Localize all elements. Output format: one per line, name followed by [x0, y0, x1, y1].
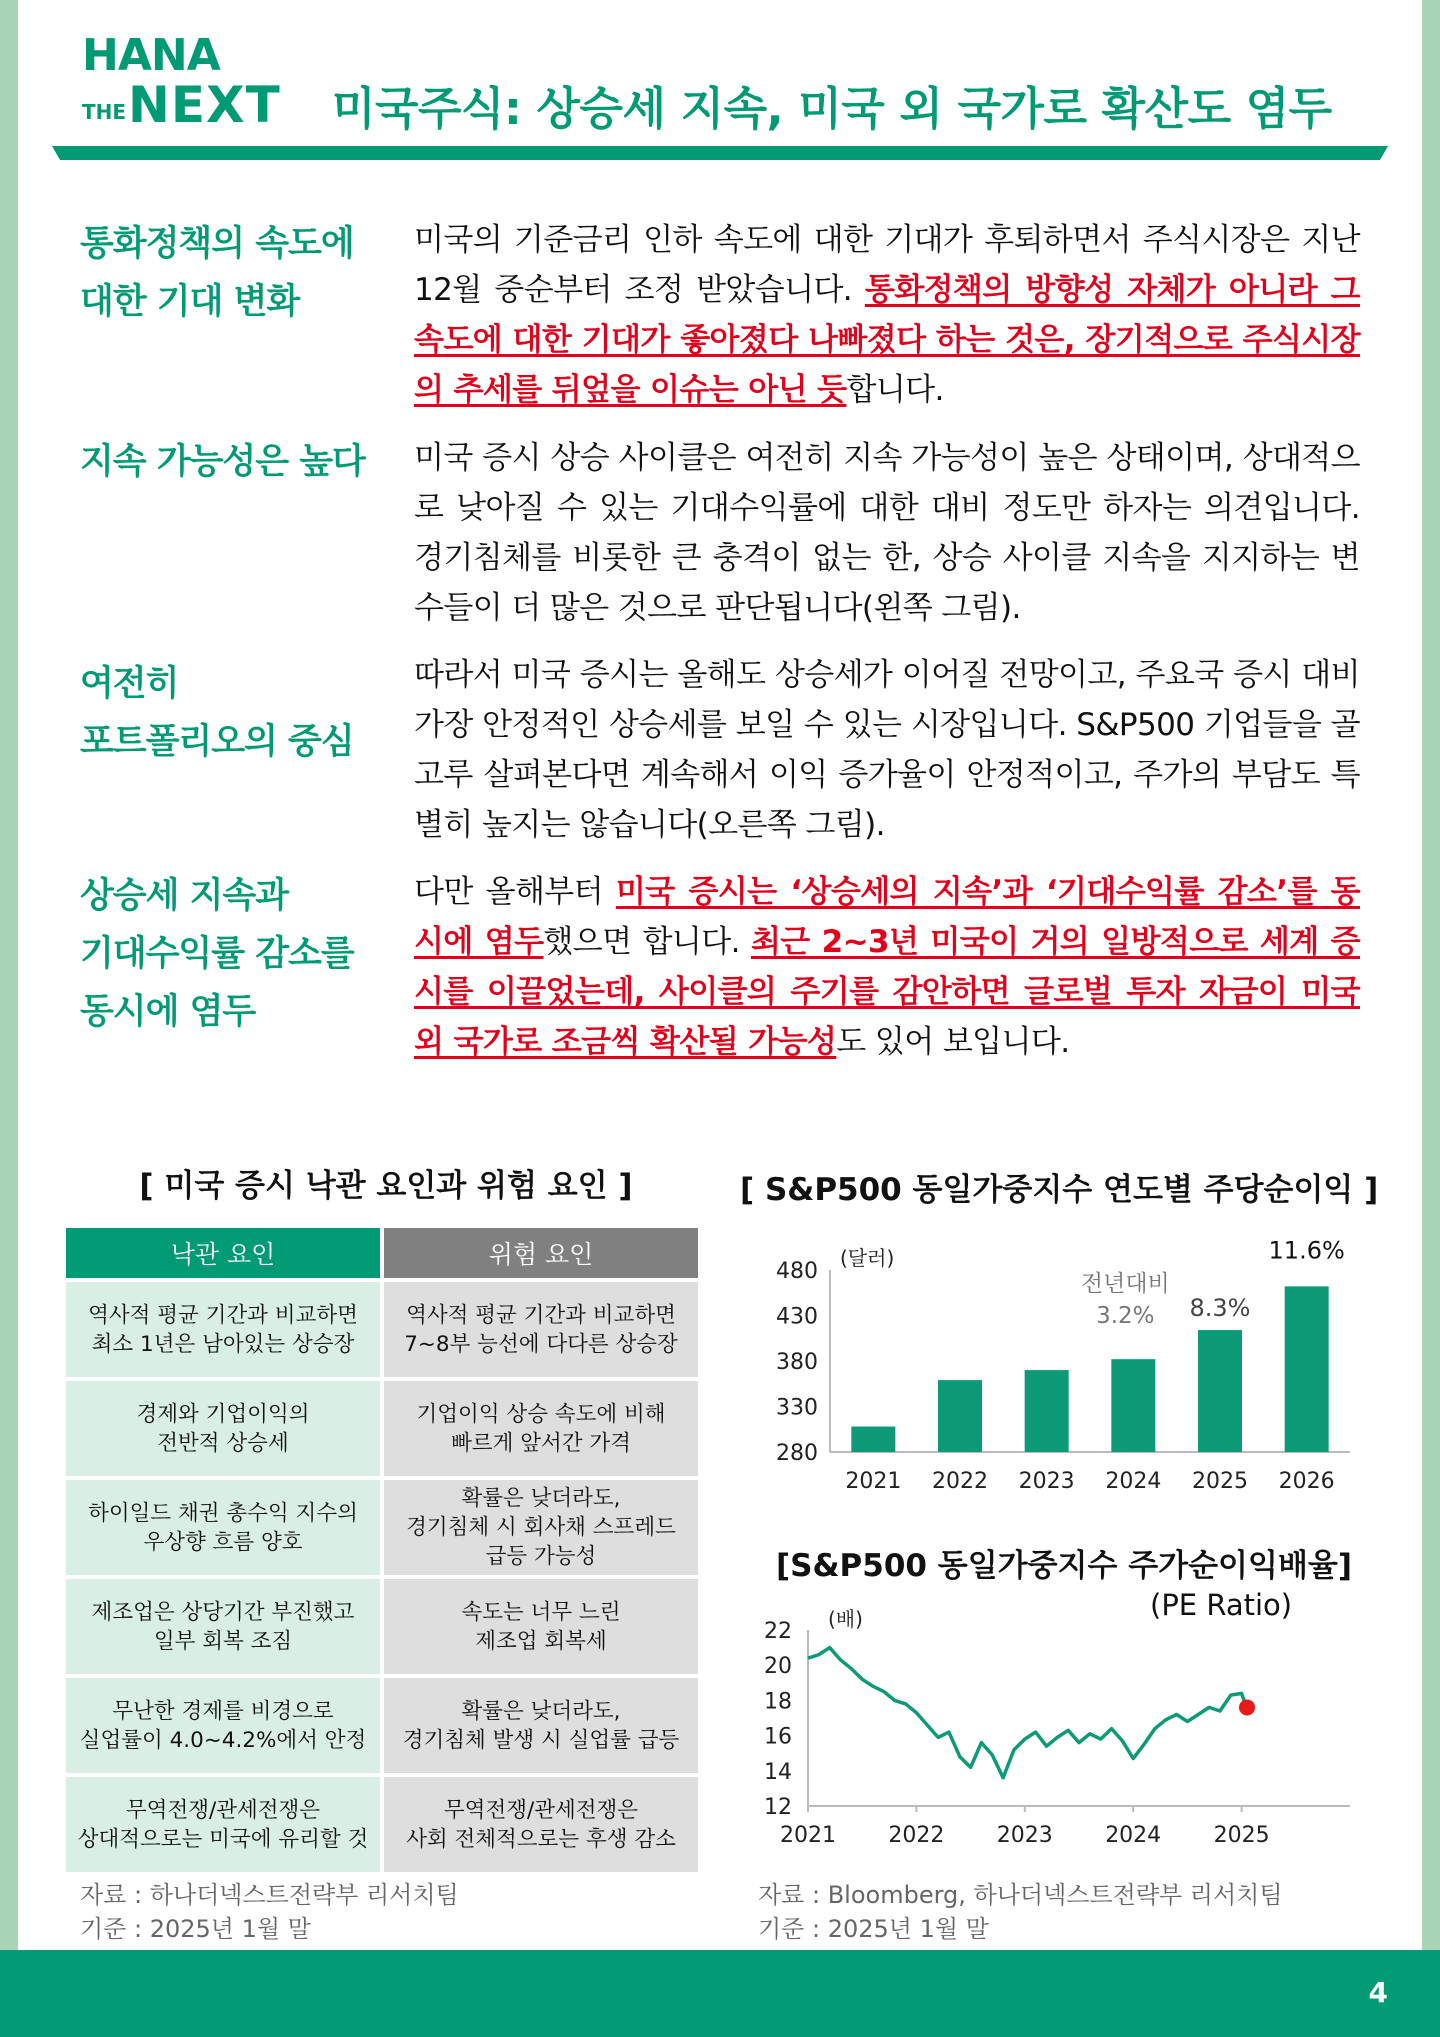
section-heading: 상승세 지속과 기대수익률 감소를 동시에 염두 — [80, 876, 354, 1032]
bar-2021 — [851, 1427, 895, 1452]
table-source: 자료 : 하나더넥스트전략부 리서치팀 기준 : 2025년 1월 말 — [80, 1881, 459, 1943]
y-tick-label: 12 — [764, 1795, 792, 1820]
risk-cell: 기업이익 상승 속도에 비해 빠르게 앞서간 가격 — [384, 1381, 698, 1476]
x-tick-label: 2024 — [1105, 1823, 1162, 1848]
optimistic-cell: 무역전쟁/관세전쟁은 상대적으로는 미국에 유리할 것 — [66, 1777, 380, 1872]
x-tick-label: 2022 — [932, 1469, 988, 1494]
x-tick-label: 2021 — [780, 1823, 836, 1848]
optimistic-cell: 무난한 경제를 비경으로 실업률이 4.0~4.2%에서 안정 — [66, 1678, 380, 1773]
section-heading: 통화정책의 속도에 대한 기대 변화 — [80, 224, 354, 322]
x-tick-label: 2025 — [1213, 1823, 1270, 1848]
header-optimistic: 낙관 요인 — [66, 1228, 380, 1278]
unit-label: (배) — [828, 1607, 863, 1631]
table-row — [66, 1678, 698, 1773]
chart-source: 자료 : Bloomberg, 하나더넥스트전략부 리서치팀 기준 : 2025년 1월 말 — [758, 1881, 1283, 1943]
latest-point-marker — [1239, 1699, 1255, 1715]
pe-line-chart — [740, 1600, 1380, 1860]
risk-cell: 확률은 낮더라도, 경기침체 시 회사채 스프레드 급등 가능성 — [384, 1480, 698, 1575]
section-heading: 여전히 포트폴리오의 중심 — [80, 664, 354, 762]
bar-2022 — [938, 1380, 982, 1452]
logo-line-1: HANA — [82, 30, 220, 81]
annotation-value: 3.2% — [1096, 1303, 1155, 1330]
page-title: 미국주식: 상승세 지속, 미국 외 국가로 확산도 염두 — [332, 82, 1332, 135]
highlight-text: 최근 2~3년 미국이 거의 일방적으로 세계 증시를 이끌었는데, 사이클의 주기를 감안하면 글로벌 투자 자금이 미국 외 국가로 조금씩 확산될 가능성 — [414, 924, 1360, 1060]
factor-table — [66, 1228, 698, 1872]
section-body: 따라서 미국 증시는 올해도 상승세가 이어질 전망이고, 주요국 증시 대비 가장 안정적인 상승세를 보일 수 있는 시장입니다. S&P500 기업들을 골고루 살펴본다면 계속해서 이익 증가율이 안정적이고, 주가의 부담도 특별히 높지는 않습니다(오른쪽 그림). — [414, 657, 1360, 843]
x-tick-label: 2026 — [1278, 1469, 1335, 1494]
hana-the-next-logo — [82, 30, 281, 134]
annotation-value: 11.6% — [1268, 1236, 1345, 1265]
x-tick-label: 2023 — [1018, 1469, 1075, 1494]
risk-cell: 무역전쟁/관세전쟁은 사회 전체적으로는 후생 감소 — [384, 1777, 698, 1872]
y-tick-label: 18 — [764, 1689, 792, 1715]
x-tick-label: 2021 — [845, 1469, 902, 1494]
highlight-text: 통화정책의 방향성 자체가 아니라 그 속도에 대한 기대가 좋아졌다 나빠졌다 하는 것은, 장기적으로 주식시장의 추세를 뒤엎을 이슈는 아닌 듯 — [414, 272, 1360, 408]
bar-2025 — [1198, 1330, 1242, 1452]
factor-table-title: [ 미국 증시 낙관 요인과 위험 요인 ] — [139, 1168, 633, 1204]
optimistic-cell: 역사적 평균 기간과 비교하면 최소 1년은 남아있는 상승장 — [66, 1282, 380, 1377]
section-body: 미국의 기준금리 인하 속도에 대한 기대가 후퇴하면서 주식시장은 지난 12월 중순부터 조정 받았습니다. 통화정책의 방향성 자체가 아니라 그 속도에 대한 기대가 좋아졌다 나빠졌다 하는 것은, 장기적으로 주식시장의 추세를 뒤엎을 이슈는 아닌 듯합니다. — [414, 222, 1360, 408]
pe-series-line — [808, 1648, 1247, 1778]
y-tick-label: 20 — [764, 1654, 792, 1680]
logo-the: THE — [82, 100, 127, 124]
annotation-label: 전년대비 — [1080, 1271, 1170, 1298]
x-tick-label: 2024 — [1105, 1469, 1162, 1494]
pe-chart-title: [S&P500 동일가중지수 주가순이익배율] — [776, 1548, 1353, 1584]
page-number: 4 — [1368, 1976, 1388, 2009]
eps-chart-title: [ S&P500 동일가중지수 연도별 주당순이익 ] — [740, 1172, 1379, 1208]
optimistic-cell: 제조업은 상당기간 부진했고 일부 회복 조짐 — [66, 1579, 380, 1674]
table-row — [66, 1282, 698, 1377]
section-heading: 지속 가능성은 높다 — [80, 442, 365, 482]
risk-cell: 속도는 너무 느린 제조업 회복세 — [384, 1579, 698, 1674]
y-tick-label: 380 — [776, 1350, 818, 1375]
pe-chart-subtitle: (PE Ratio) — [1150, 1588, 1293, 1622]
y-tick-label: 280 — [776, 1441, 818, 1466]
x-tick-label: 2023 — [996, 1823, 1053, 1848]
y-tick-label: 16 — [764, 1724, 792, 1750]
section-body: 미국 증시 상승 사이클은 여전히 지속 가능성이 높은 상태이며, 상대적으로 낮아질 수 있는 기대수익률에 대한 대비 정도만 하자는 의견입니다. 경기침체를 비롯한 큰 충격이 없는 한, 상승 사이클 지속을 지지하는 변수들이 더 많은 것으로 판단됩니다(왼쪽 그림). — [414, 440, 1360, 626]
x-tick-label: 2025 — [1192, 1469, 1248, 1494]
table-row — [66, 1381, 698, 1476]
y-tick-label: 480 — [776, 1259, 818, 1284]
table-header — [66, 1228, 698, 1278]
right-accent-bar — [1422, 0, 1440, 1950]
y-tick-label: 22 — [764, 1619, 792, 1644]
table-row — [66, 1480, 698, 1575]
bar-2024 — [1111, 1359, 1155, 1452]
logo-next: NEXT — [128, 76, 281, 134]
y-tick-label: 14 — [764, 1759, 792, 1785]
title-divider — [52, 146, 1388, 160]
table-row — [66, 1579, 698, 1674]
unit-label: (달러) — [840, 1246, 895, 1270]
bar-2026 — [1285, 1286, 1329, 1452]
left-accent-bar — [0, 0, 18, 1950]
risk-cell: 확률은 낮더라도, 경기침체 발생 시 실업률 급등 — [384, 1678, 698, 1773]
optimistic-cell: 경제와 기업이익의 전반적 상승세 — [66, 1381, 380, 1476]
y-tick-label: 430 — [776, 1304, 818, 1330]
header-risk: 위험 요인 — [384, 1228, 698, 1278]
risk-cell: 역사적 평균 기간과 비교하면 7~8부 능선에 다다른 상승장 — [384, 1282, 698, 1377]
highlight-text: 미국 증시는 ‘상승세의 지속’과 ‘기대수익률 감소’를 동시에 염두 — [414, 874, 1360, 960]
table-row — [66, 1777, 698, 1872]
optimistic-cell: 하이일드 채권 총수익 지수의 우상향 흐름 양호 — [66, 1480, 380, 1575]
x-tick-label: 2022 — [888, 1823, 945, 1848]
y-tick-label: 330 — [776, 1395, 818, 1421]
footer-bar — [0, 1950, 1440, 2037]
section-body: 다만 올해부터 미국 증시는 ‘상승세의 지속’과 ‘기대수익률 감소’를 동시에 염두했으면 합니다. 최근 2~3년 미국이 거의 일방적으로 세계 증시를 이끌었는데, 사이클의 주기를 감안하면 글로벌 투자 자금이 미국 외 국가로 조금씩 확산될 가능성도 있어 보입니다. — [414, 874, 1360, 1060]
eps-bar-chart — [740, 1230, 1380, 1520]
annotation-value: 8.3% — [1189, 1294, 1251, 1323]
bar-2023 — [1025, 1370, 1069, 1452]
